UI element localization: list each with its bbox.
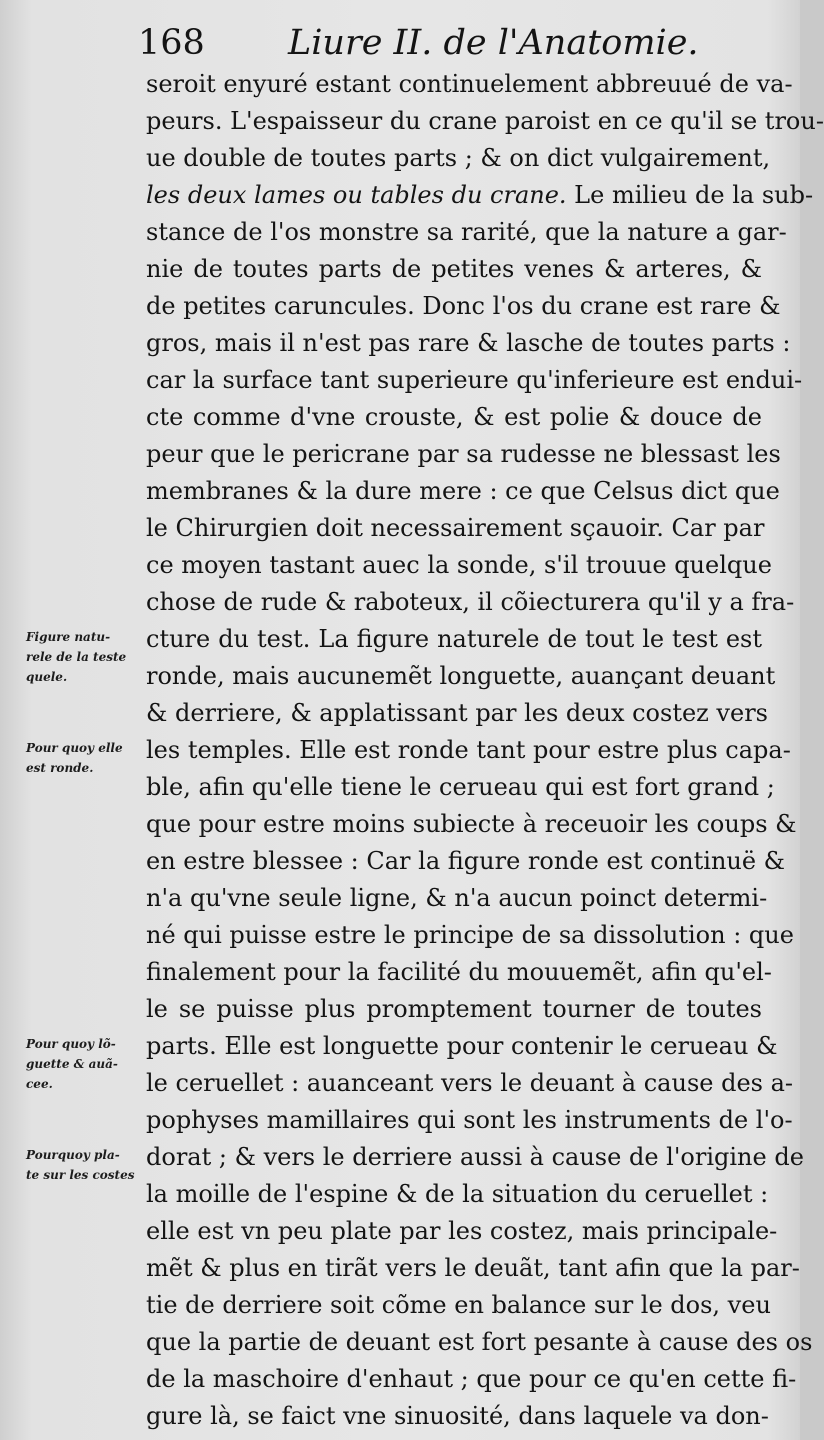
margin-note-line: rele de la teste: [26, 650, 127, 664]
margin-note-line: quele.: [26, 670, 68, 684]
text-line: chose de rude & raboteux, il cõiecturera qu'il y a fra-: [146, 588, 795, 616]
text-line: nie de toutes parts de petites venes & arteres, &: [146, 255, 762, 283]
text-line: parts. Elle est longuette pour contenir le cerueau &: [146, 1032, 778, 1060]
running-title: Liure II. de l'Anatomie.: [288, 23, 699, 63]
margin-note-line: cee.: [26, 1077, 53, 1091]
text-line: car la surface tant superieure qu'inferieure est endui-: [146, 366, 803, 394]
text-line: mẽt & plus en tirãt vers le deuãt, tant afin que la par-: [146, 1254, 800, 1282]
text-line: en estre blessee : Car la figure ronde est continuë &: [146, 847, 786, 875]
text-line: pophyses mamillaires qui sont les instruments de l'o-: [146, 1106, 793, 1134]
folio-number: 168: [138, 23, 205, 63]
margin-note: [26, 627, 152, 687]
text-line: le se puisse plus promptement tourner de toutes: [146, 995, 762, 1023]
margin-note-line: Pour quoy lõ-: [26, 1037, 116, 1051]
page-header: [138, 18, 778, 68]
text-line: les deux lames ou tables du crane. Le milieu de la sub-: [146, 181, 814, 209]
text-line: que pour estre moins subiecte à receuoir les coups &: [146, 810, 797, 838]
text-line: gure là, se faict vne sinuosité, dans laquele va don-: [146, 1402, 769, 1430]
text-line: ble, afin qu'elle tiene le cerueau qui est fort grand ;: [146, 773, 775, 801]
text-line: finalement pour la facilité du mouuemẽt, afin qu'el-: [146, 958, 772, 986]
text-line: cte comme d'vne crouste, & est polie & douce de: [146, 403, 762, 431]
margin-note: [26, 1145, 152, 1185]
margin-note-line: Pourquoy pla-: [26, 1148, 120, 1162]
margin-note-line: Figure natu-: [26, 630, 111, 644]
text-line: tie de derriere soit cõme en balance sur le dos, veu: [146, 1291, 771, 1319]
text-line: n'a qu'vne seule ligne, & n'a aucun poinct determi-: [146, 884, 768, 912]
text-line: né qui puisse estre le principe de sa dissolution : que: [146, 921, 794, 949]
text-line: que la partie de deuant est fort pesante à cause des os: [146, 1328, 813, 1356]
text-line: le ceruellet : auanceant vers le deuant à cause des a-: [146, 1069, 794, 1097]
text-line: le Chirurgien doit necessairement sçauoir. Car par: [146, 514, 765, 542]
margin-note-line: te sur les costes: [26, 1168, 135, 1182]
margin-note-line: guette & auã-: [26, 1057, 118, 1071]
text-line: stance de l'os monstre sa rarité, que la nature a gar-: [146, 218, 787, 246]
margin-note-line: est ronde.: [26, 761, 94, 775]
main-text-column: [146, 66, 824, 1435]
text-line: & derriere, & applatissant par les deux costez vers: [146, 699, 768, 727]
margin-note: [26, 738, 152, 778]
text-line: de la maschoire d'enhaut ; que pour ce qu'en cette fi-: [146, 1365, 797, 1393]
text-line: ue double de toutes parts ; & on dict vulgairement,: [146, 144, 771, 172]
text-line: ce moyen tastant auec la sonde, s'il trouue quelque: [146, 551, 772, 579]
text-line: gros, mais il n'est pas rare & lasche de toutes parts :: [146, 329, 791, 357]
text-line: de petites caruncules. Donc l'os du crane est rare &: [146, 292, 781, 320]
text-line: peur que le pericrane par sa rudesse ne blessast les: [146, 440, 781, 468]
text-line: cture du test. La figure naturele de tout le test est: [146, 625, 762, 653]
margin-note-line: Pour quoy elle: [26, 741, 123, 755]
text-line: ronde, mais aucunemẽt longuette, auançant deuant: [146, 662, 776, 690]
text-line: membranes & la dure mere : ce que Celsus dict que: [146, 477, 780, 505]
text-line: peurs. L'espaisseur du crane paroist en ce qu'il se trou-: [146, 107, 824, 135]
text-line: les temples. Elle est ronde tant pour estre plus capa-: [146, 736, 791, 764]
margin-note: [26, 1034, 152, 1094]
text-line: elle est vn peu plate par les costez, mais principale-: [146, 1217, 778, 1245]
text-line: dorat ; & vers le derriere aussi à cause de l'origine de: [146, 1143, 804, 1171]
text-line: seroit enyuré estant continuelement abbreuué de va-: [146, 70, 793, 98]
text-line: la moille de l'espine & de la situation du ceruellet :: [146, 1180, 769, 1208]
